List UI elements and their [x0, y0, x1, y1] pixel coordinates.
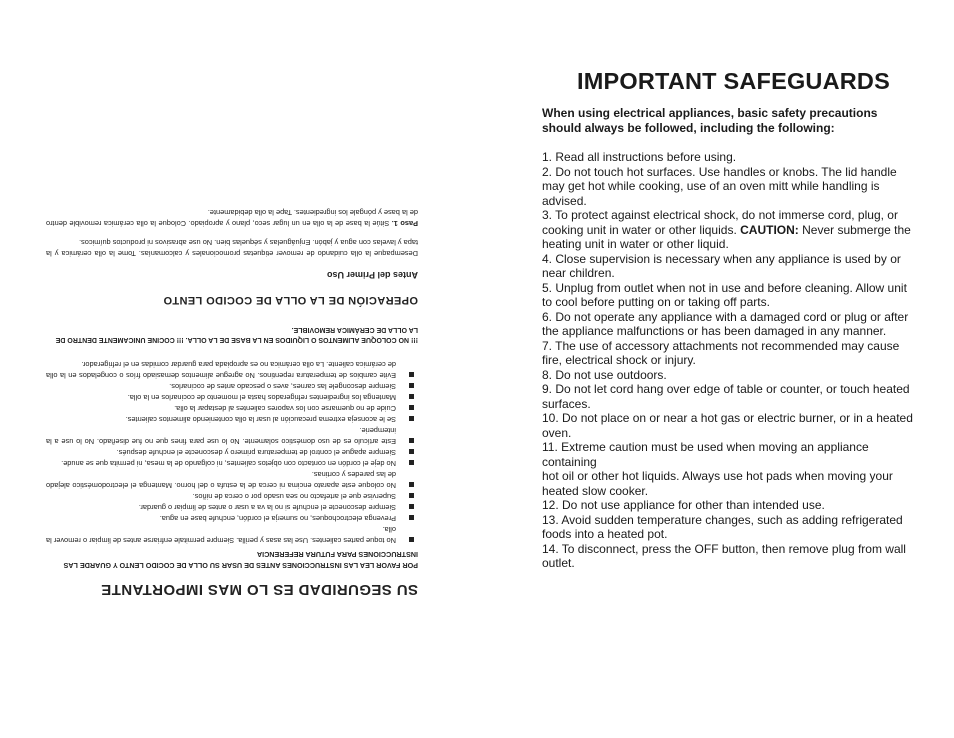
spanish-title: SU SEGURIDAD ES LO MAS IMPORTANTE: [100, 581, 418, 598]
english-list-item-text: 9. Do not let cord hang over edge of table or counter, or touch heated surfaces.: [542, 382, 910, 411]
english-safeguards-list: [542, 150, 920, 571]
english-list-item-text-after: Never submerge the heating unit in water or other liquid.: [542, 222, 911, 251]
english-list-item-text: 13. Avoid sudden temperature changes, such as adding refrigerated foods into a heated pot.: [542, 512, 903, 541]
english-list-item: [542, 411, 920, 440]
english-list-item-text: 11. Extreme caution must be used when moving an appliance containing: [542, 440, 869, 469]
spanish-list-item: No toque partes calientes. Use las asas y perilla. Siempre permitale enfriarse antes de limpiar o remover la olla.: [46, 523, 418, 545]
english-list-item: [542, 281, 920, 310]
english-list-item: [542, 469, 920, 498]
spanish-page-content-upside-down: [46, 38, 418, 598]
spanish-list-item: Siempre desconecte el enchufe si no la va a usar o antes de limpiar o guardar.: [46, 501, 418, 512]
spanish-intro: POR FAVOR LEA LAS INSTRUCCIONES ANTES DE USAR SU OLLA DE COCIDO LENTO Y GUARDE LAS INSTRUCCIONES PARA FUTURA REFERENCIA: [63, 550, 418, 570]
english-list-item-text: 7. The use of accessory attachments not recommended may cause fire, electrical shock or injury.: [542, 338, 900, 367]
spanish-first-use-text: Desempaque la olla cuidando de remover etiquetas promocionales y calcomanías. Tome la olla cerámica y la tapa y lavelas con agua y jabón. Enjuáguelas y séquelas bien. No use abrasivos ni productos químicos.: [46, 238, 418, 259]
spanish-first-use-title: Antes del Primer Uso: [326, 270, 418, 281]
english-list-item: [542, 382, 920, 411]
english-list-item: [542, 339, 920, 368]
english-list-item-text: 14. To disconnect, press the OFF button, then remove plug from wall outlet.: [542, 541, 906, 570]
spanish-list-item: Evite cambios de temperatura repentinos. No agregue alimentos demasiado fríos o congelados en la olla de cerámica caliente. La olla cerámica no es apropiada para guardar comidas en el refrigerador.: [46, 358, 418, 380]
english-intro: When using electrical appliances, basic safety precautions should always be followed, including the following:: [542, 106, 878, 135]
spanish-list-item: Siempre descongele las carnes, aves o pescado antes de cocinarlos.: [46, 380, 418, 391]
spanish-safeguards-list: [46, 358, 418, 544]
spanish-step-1: [46, 206, 418, 228]
english-list-item: [542, 208, 920, 252]
english-list-item: [542, 368, 920, 383]
english-list-item: [542, 252, 920, 281]
english-list-item: [542, 498, 920, 513]
english-list-item-text: 12. Do not use appliance for other than intended use.: [542, 498, 825, 512]
spanish-list-item: Mantenga los ingredientes refrigerados hasta el momento de cocinarlos en la olla.: [46, 391, 418, 402]
english-list-item-text: 2. Do not touch hot surfaces. Use handles or knobs. The lid handle may get hot while cooking, use of an oven mitt while handling is advised.: [542, 164, 897, 208]
spanish-step-text: Sitúe la base de la olla en un lugar seco, plano y apropiado. Coloque la olla cerámica removible dentro de la base y póngale los ingredientes. Tape la olla debidamente.: [46, 208, 418, 229]
english-list-item-text: 3. To protect against electrical shock, do not immerse cord, plug, or cooking unit in water or other liquids.: [542, 208, 898, 237]
english-list-item-text: 5. Unplug from outlet when not in use and before cleaning. Allow unit to cool before putting on or taking off parts.: [542, 280, 907, 309]
caution-label: CAUTION:: [740, 222, 799, 237]
spanish-list-item: Prevenga electrochoques, no sumerja el cordón, enchufe base en agua.: [46, 512, 418, 523]
english-list-item-text: 1. Read all instructions before using.: [542, 150, 737, 164]
spanish-list-item: Supervise que el artefacto no sea usado por o cerca de niños.: [46, 490, 418, 501]
english-list-item-text: hot oil or other hot liquids. Always use hot pads when moving your heated slow cooker.: [542, 469, 893, 498]
spanish-list-item: No coloque este aparato encima ni cerca de la estufa o del horno. Mantenga el electrodoméstico alejado de las paredes y cortinas.: [46, 468, 418, 490]
page-title: IMPORTANT SAFEGUARDS: [577, 68, 890, 94]
english-list-item: [542, 440, 920, 469]
spanish-list-item: Se le aconseja extrema precaución al usar la olla conteniendo alimentos calientes.: [46, 413, 418, 424]
spanish-list-item: Este artículo es de uso doméstico solamente. No lo use para fines que no fue diseñado. No lo use a la intemperie.: [46, 424, 418, 446]
spanish-list-item: No deje el cordón en contacto con objetos calientes, ni colgando de la mesa, ni permita que se anude.: [46, 457, 418, 468]
english-page: [477, 0, 954, 738]
spanish-list-item: Cuide de no quemarse con los vapores calientes al destapar la olla.: [46, 402, 418, 413]
spanish-list-item: Siempre apague el control de temperatura primero y desconecte el enchufe después.: [46, 446, 418, 457]
english-list-item: [542, 150, 920, 165]
spanish-warning: !!! NO COLOQUE ALIMENTOS O LIQUIDOS EN LA BASE DE LA OLLA. !!! COCINE UNICAMENTE DENTRO DE LA OLLA DE CERÁMICA REMOVIBLE.: [55, 326, 418, 344]
english-list-item: [542, 165, 920, 209]
english-list-item: [542, 310, 920, 339]
english-list-item: [542, 513, 920, 542]
english-list-item-text: 6. Do not operate any appliance with a damaged cord or plug or after the appliance malfunctions or has been damaged in any manner.: [542, 309, 909, 338]
english-list-item-text: 4. Close supervision is necessary when any appliance is used by or near children.: [542, 251, 901, 280]
english-list-item: [542, 542, 920, 571]
spanish-step-label: Paso 1.: [391, 219, 418, 229]
english-list-item-text: 10. Do not place on or near a hot gas or electric burner, or in a heated oven.: [542, 411, 913, 440]
spanish-operation-title: OPERACIÓN DE LA OLLA DE COCIDO LENTO: [163, 293, 418, 306]
english-list-item-text: 8. Do not use outdoors.: [542, 367, 667, 382]
